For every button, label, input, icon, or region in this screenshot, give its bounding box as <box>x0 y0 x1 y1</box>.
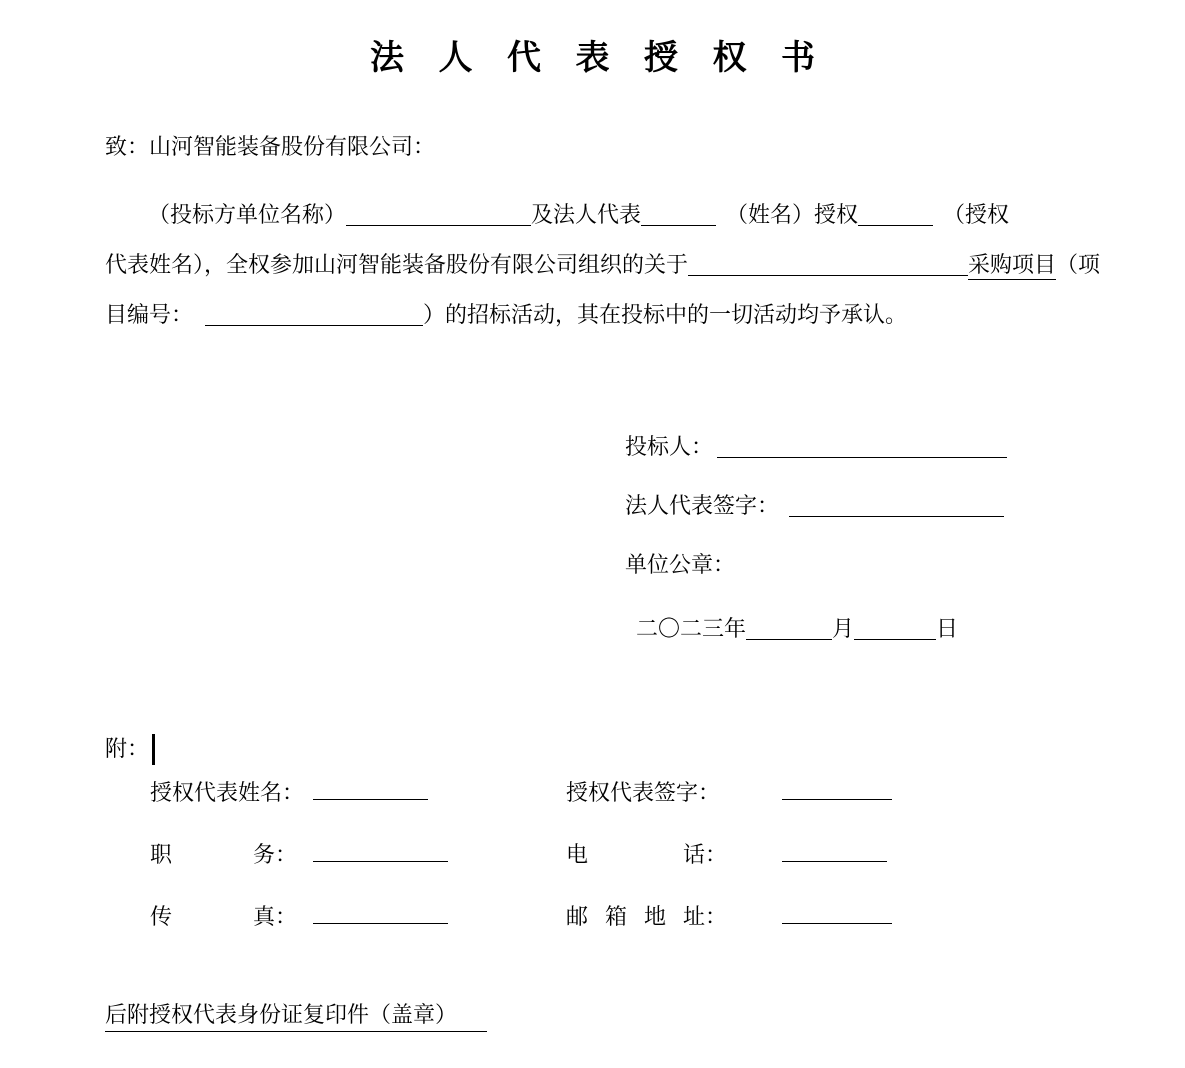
bidder-label: 投标人： <box>625 434 714 459</box>
phone-row <box>566 840 887 870</box>
phone-blank <box>782 845 887 862</box>
paragraph-line-2 <box>105 240 1165 290</box>
date-day-blank <box>854 623 936 640</box>
label-unit: 传 <box>150 904 173 929</box>
rep-name-row <box>150 778 428 808</box>
paragraph-line-3 <box>105 290 1165 340</box>
email-row <box>566 902 892 932</box>
company-seal-row <box>625 550 735 580</box>
blank-project-name <box>688 259 968 276</box>
position-blank <box>313 845 448 862</box>
procurement-project-underlined-text: 采购项目 <box>968 252 1056 280</box>
legal-rep-signature-label: 法人代表签字： <box>625 493 780 518</box>
label-unit: 电 <box>566 842 589 867</box>
date-row <box>636 614 958 644</box>
label-unit: 授权代表签字： <box>566 780 721 805</box>
salutation-line: 致：山河智能装备股份有限公司： <box>105 134 436 159</box>
blank-project-number <box>205 309 423 326</box>
label-unit: 邮 <box>566 904 589 929</box>
label-unit: 务： <box>252 842 297 867</box>
phone-label <box>566 840 727 870</box>
fax-row <box>150 902 448 932</box>
email-blank <box>782 907 892 924</box>
position-row <box>150 840 448 870</box>
legal-rep-signature-row <box>625 491 1004 521</box>
attachment-label: 附： <box>105 736 150 761</box>
paragraph-text: ）的招标活动，其在投标中的一切活动均予承认。 <box>423 302 908 327</box>
blank-authorized-rep-name <box>858 209 933 226</box>
rep-signature-row <box>566 778 892 808</box>
paragraph-text: 及法人代表 <box>531 202 642 227</box>
date-month-text: 月 <box>832 616 855 641</box>
text-cursor <box>152 734 155 765</box>
fax-blank <box>313 907 448 924</box>
blank-legal-rep-name <box>641 209 716 226</box>
bidder-blank <box>717 441 1007 458</box>
label-unit: 址： <box>682 904 727 929</box>
position-label <box>150 840 297 870</box>
paragraph-text: （姓名）授权 <box>726 202 859 227</box>
date-year-text: 二〇二三年 <box>636 616 747 641</box>
footer-note-text: 后附授权代表身份证复印件（盖章） <box>105 1002 487 1032</box>
rep-name-blank <box>313 783 428 800</box>
bidder-row <box>625 432 1007 462</box>
blank-company-name <box>346 209 531 226</box>
label-unit: 箱 <box>604 904 627 929</box>
paragraph-text: 代表姓名），全权参加山河智能装备股份有限公司组织的关于 <box>105 252 689 277</box>
label-unit: 授权代表姓名： <box>150 780 305 805</box>
company-seal-label: 单位公章： <box>625 552 736 577</box>
label-unit: 话： <box>682 842 727 867</box>
rep-signature-blank <box>782 783 892 800</box>
paragraph-text: （授权 <box>943 202 1010 227</box>
authorization-paragraph <box>105 190 1165 340</box>
paragraph-text: 目编号： <box>105 302 194 327</box>
rep-name-label <box>150 778 305 808</box>
date-month-blank <box>746 623 832 640</box>
label-unit: 职 <box>150 842 173 867</box>
label-unit: 地 <box>643 904 666 929</box>
paragraph-text: （投标方单位名称） <box>148 202 347 227</box>
date-day-text: 日 <box>936 616 959 641</box>
legal-rep-signature-blank <box>789 500 1004 517</box>
label-unit: 真： <box>252 904 297 929</box>
footer-note <box>105 998 487 1029</box>
paragraph-text: （项 <box>1056 252 1101 277</box>
fax-label <box>150 902 297 932</box>
page-title: 法 人 代 表 授 权 书 <box>370 40 815 77</box>
email-label <box>566 902 727 932</box>
rep-signature-label <box>566 778 727 808</box>
paragraph-line-1 <box>105 190 1165 240</box>
